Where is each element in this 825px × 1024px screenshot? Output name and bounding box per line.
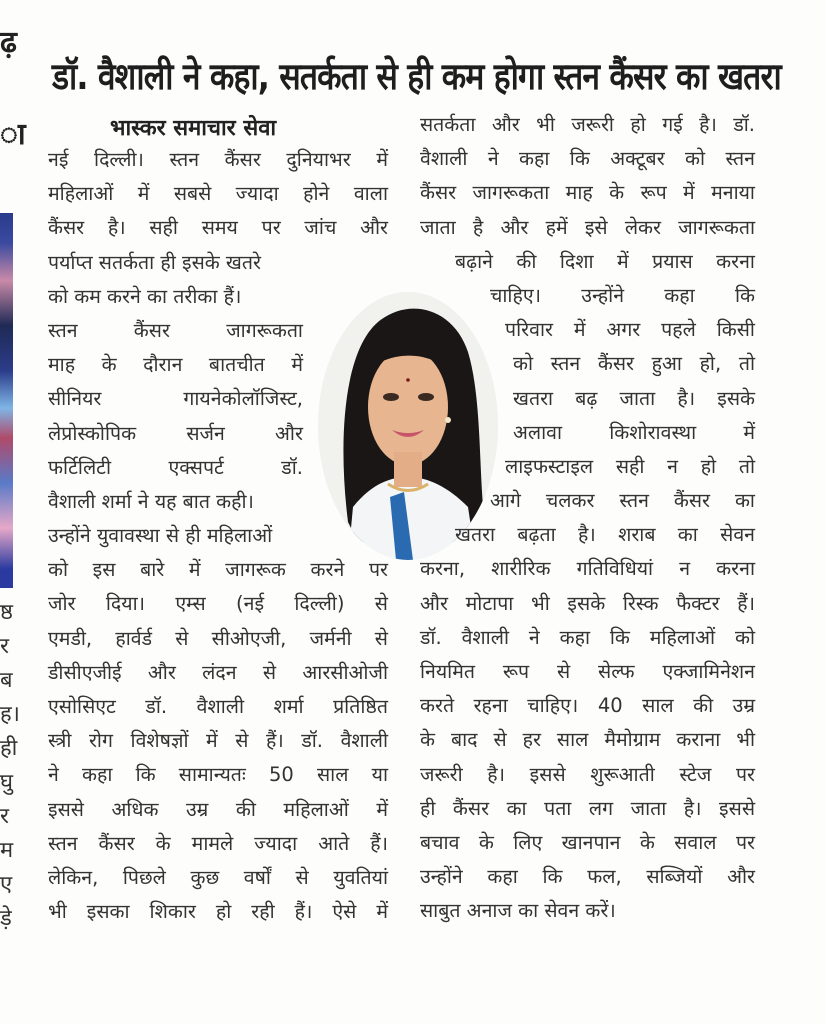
text-line: ने कहा कि सामान्यतः 50 साल या — [48, 763, 388, 787]
text-line: पर्याप्त सतर्कता ही इसके खतरे — [48, 250, 261, 274]
text-line: जरूरी है। इससे शुरूआती स्टेज पर — [420, 762, 755, 786]
text-line: और मोटापा भी इसके रिस्क फैक्टर हैं। — [420, 591, 755, 615]
text-line: करते रहना चाहिए। 40 साल की उम्र — [420, 694, 755, 718]
adjacent-text-fragment: घु — [0, 770, 14, 795]
article-byline: भास्कर समाचार सेवा — [110, 116, 277, 141]
text-line: सतर्कता और भी जरूरी हो गई है। डॉ. — [420, 113, 755, 136]
adjacent-text-fragment: र — [0, 804, 9, 829]
adjacent-text-fragment: म — [0, 838, 14, 863]
text-line: करना, शारीरिक गतिविधियां न करना — [420, 557, 755, 581]
adjacent-text-fragment: ड़े — [0, 906, 12, 931]
article-column-1 — [48, 143, 388, 929]
text-line: बढ़ाने की दिशा में प्रयास करना — [455, 249, 755, 273]
text-line: उन्होंने कहा कि फल, सब्जियों और — [420, 865, 755, 889]
text-line: डॉ. वैशाली ने कहा कि महिलाओं को — [420, 625, 755, 649]
text-line: महिलाओं में सबसे ज्यादा होने वाला — [48, 182, 388, 206]
text-line: एमडी, हार्वर्ड से सीओएजी, जर्मनी से — [48, 626, 388, 650]
adjacent-headline-fragment: ा — [0, 117, 26, 152]
text-line: अलावा किशोरावस्था में — [513, 420, 755, 444]
text-line: को स्तन कैंसर हुआ हो, तो — [513, 352, 755, 376]
text-line: को इस बारे में जागरूक करने पर — [48, 558, 388, 582]
text-line: नई दिल्ली। स्तन कैंसर दुनियाभर में — [48, 148, 388, 171]
text-line: आगे चलकर स्तन कैंसर का — [490, 489, 755, 513]
adjacent-article-edge — [0, 0, 26, 1024]
text-line: खतरा बढ़ जाता है। इसके — [513, 386, 755, 410]
text-line: कैंसर जागरूकता माह के रूप में मनाया — [420, 181, 755, 205]
text-line: खतरा बढ़ता है। शराब का सेवन — [455, 523, 755, 547]
text-line: स्तन कैंसर के मामले ज्यादा आते हैं। — [48, 831, 388, 855]
adjacent-headline-fragment: ढ़ — [0, 25, 17, 60]
text-line: माह के दौरान बातचीत में — [48, 353, 303, 377]
text-line: भी इसका शिकार हो रही हैं। ऐसे में — [48, 900, 388, 924]
adjacent-text-fragment: ए — [0, 872, 13, 897]
text-line: वैशाली शर्मा ने यह बात कही। — [48, 489, 254, 513]
text-line: वैशाली ने कहा कि अक्टूबर को स्तन — [420, 147, 755, 171]
adjacent-text-fragment: ब — [0, 668, 13, 693]
article-headline: डॉ. वैशाली ने कहा, सतर्कता से ही कम होगा स्तन कैंसर का खतरा — [52, 54, 781, 98]
text-line: स्त्री रोग विशेषज्ञों में से हैं। डॉ. वैशाली — [48, 729, 388, 753]
article-column-2 — [420, 108, 755, 929]
text-line: उन्होंने युवावस्था से ही महिलाओं — [48, 524, 273, 548]
text-line: लेप्रोस्कोपिक सर्जन और — [48, 421, 303, 445]
adjacent-text-fragment: ही — [0, 736, 18, 761]
text-line: साबुत अनाज का सेवन करें। — [420, 899, 616, 923]
text-line: एसोसिएट डॉ. वैशाली शर्मा प्रतिष्ठित — [48, 695, 388, 718]
adjacent-article-photo — [0, 213, 13, 588]
text-line: को कम करने का तरीका हैं। — [48, 284, 242, 308]
text-line: चाहिए। उन्होंने कहा कि — [490, 283, 755, 307]
text-line: के बाद से हर साल मैमोग्राम कराना भी — [420, 728, 755, 752]
text-line: सीनियर गायनेकोलॉजिस्ट, — [48, 387, 303, 411]
text-line: ही कैंसर का पता लग जाता है। इससे — [420, 796, 755, 820]
text-line: बचाव के लिए खानपान के सवाल पर — [420, 830, 755, 854]
text-line: लाइफस्टाइल सही न हो तो — [505, 454, 755, 478]
text-line: फर्टिलिटी एक्सपर्ट डॉ. — [48, 455, 303, 479]
adjacent-text-fragment: ह। — [0, 702, 21, 727]
text-line: लेकिन, पिछले कुछ वर्षों से युवतियां — [48, 865, 388, 889]
adjacent-text-fragment: ष्ठ — [0, 600, 13, 625]
text-line: डीसीएजीई और लंदन से आरसीओजी — [48, 660, 388, 684]
text-line: कैंसर है। सही समय पर जांच और — [48, 216, 388, 240]
text-line: इससे अधिक उम्र की महिलाओं में — [48, 797, 388, 821]
text-line: स्तन कैंसर जागरूकता — [48, 318, 303, 342]
adjacent-text-fragment: र — [0, 634, 9, 659]
text-line: परिवार में अगर पहले किसी — [505, 318, 755, 342]
text-line: नियमित रूप से सेल्फ एक्जामिनेशन — [420, 660, 755, 683]
text-line: जाता है और हमें इसे लेकर जागरूकता — [420, 215, 755, 239]
text-line: जोर दिया। एम्स (नई दिल्ली) से — [48, 592, 388, 616]
